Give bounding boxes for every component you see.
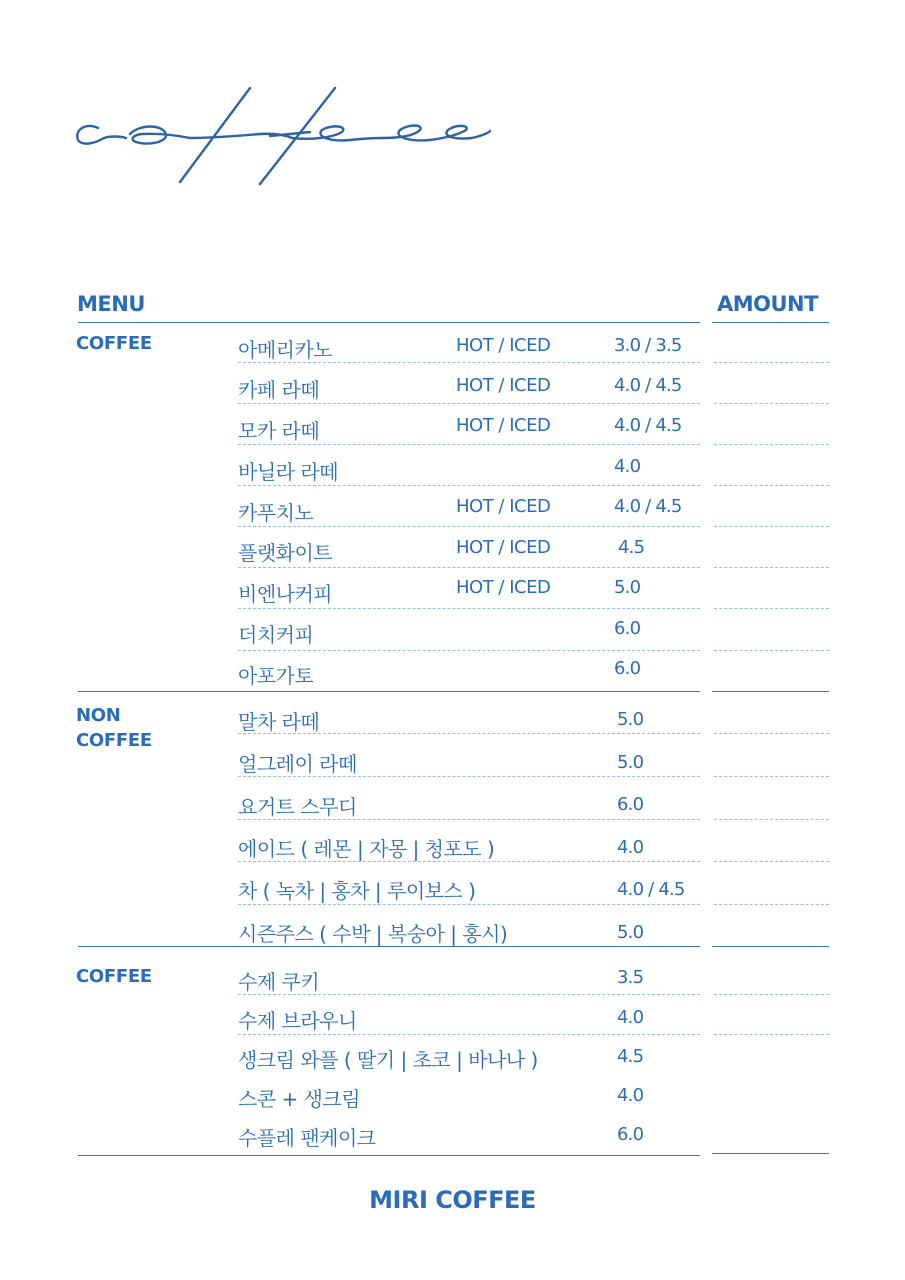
item-name: 생크림 와플 ( 딸기 | 초코 | 바나나 ) <box>238 1048 538 1072</box>
amount-section-rule <box>712 691 829 692</box>
item-price: 3.5 <box>617 967 644 988</box>
row-divider <box>238 776 700 777</box>
amount-section-rule <box>712 946 829 947</box>
coffee-script-logo-icon <box>70 80 500 195</box>
amount-divider <box>714 776 829 777</box>
row-divider <box>238 567 700 568</box>
item-price: 5.0 <box>617 709 644 730</box>
amount-divider <box>714 608 829 609</box>
amount-divider <box>714 994 829 995</box>
item-name: 모카 라떼 <box>238 419 320 443</box>
item-option: HOT / ICED <box>456 335 551 356</box>
item-price: 4.0 / 4.5 <box>614 496 682 517</box>
item-price: 4.5 <box>617 1046 644 1067</box>
item-name: 아포가토 <box>238 664 314 688</box>
row-divider <box>238 861 700 862</box>
item-name: 바닐라 라떼 <box>238 460 338 484</box>
row-divider <box>238 485 700 486</box>
amount-divider <box>714 567 829 568</box>
item-name: 요거트 스무디 <box>238 795 357 819</box>
item-name: 시즌주스 ( 수박 | 복숭아 | 홍시) <box>238 922 508 946</box>
item-price: 4.0 <box>614 456 641 477</box>
row-divider <box>238 362 700 363</box>
item-name: 비엔나커피 <box>238 582 333 606</box>
item-price: 5.0 <box>614 577 641 598</box>
item-option: HOT / ICED <box>456 415 551 436</box>
amount-header-rule <box>712 322 829 323</box>
amount-divider <box>714 526 829 527</box>
item-option: HOT / ICED <box>456 496 551 517</box>
row-divider <box>238 994 700 995</box>
header-rule <box>78 322 700 323</box>
row-divider <box>238 733 700 734</box>
item-price: 4.5 <box>618 537 645 558</box>
item-price: 5.0 <box>617 922 644 943</box>
item-name: 아메리카노 <box>238 338 333 362</box>
row-divider <box>238 526 700 527</box>
row-divider <box>238 904 700 905</box>
amount-divider <box>714 904 829 905</box>
row-divider <box>238 1034 700 1035</box>
item-price: 6.0 <box>617 1124 644 1145</box>
amount-divider <box>714 819 829 820</box>
section-label-coffee-2: COFFEE <box>76 730 152 751</box>
section-rule <box>78 946 700 947</box>
amount-divider <box>714 403 829 404</box>
item-name: 수제 브라우니 <box>238 1009 357 1033</box>
item-price: 5.0 <box>617 752 644 773</box>
row-divider <box>238 819 700 820</box>
item-name: 얼그레이 라떼 <box>238 752 357 776</box>
item-name: 수제 쿠키 <box>238 970 320 994</box>
item-price: 4.0 / 4.5 <box>614 415 682 436</box>
item-price: 3.0 / 3.5 <box>614 335 682 356</box>
section-label-non: NON <box>76 705 121 726</box>
amount-divider <box>714 650 829 651</box>
section-label-coffee: COFFEE <box>76 333 152 354</box>
item-name: 수플레 팬케이크 <box>238 1126 376 1150</box>
amount-divider <box>714 861 829 862</box>
item-name: 카페 라떼 <box>238 378 320 402</box>
row-divider <box>238 444 700 445</box>
item-price: 4.0 / 4.5 <box>617 879 685 900</box>
item-price: 6.0 <box>614 658 641 679</box>
footer-brand: MIRI COFFEE <box>369 1186 536 1214</box>
item-option: HOT / ICED <box>456 537 551 558</box>
menu-header: MENU <box>77 292 145 316</box>
item-name: 플랫화이트 <box>238 541 333 565</box>
amount-divider <box>714 733 829 734</box>
amount-divider <box>714 362 829 363</box>
item-name: 카푸치노 <box>238 501 314 525</box>
amount-divider <box>714 444 829 445</box>
item-price: 4.0 <box>617 1007 644 1028</box>
item-price: 4.0 / 4.5 <box>614 375 682 396</box>
item-price: 6.0 <box>614 618 641 639</box>
row-divider <box>238 608 700 609</box>
section-rule <box>78 691 700 692</box>
row-divider <box>238 650 700 651</box>
amount-divider <box>714 485 829 486</box>
row-divider <box>238 403 700 404</box>
item-option: HOT / ICED <box>456 577 551 598</box>
section-rule <box>78 1155 700 1156</box>
item-option: HOT / ICED <box>456 375 551 396</box>
item-price: 4.0 <box>617 837 644 858</box>
item-price: 6.0 <box>617 794 644 815</box>
amount-section-rule <box>712 1153 829 1154</box>
item-name: 말차 라떼 <box>238 710 320 734</box>
item-name: 더치커피 <box>238 623 314 647</box>
amount-divider <box>714 1034 829 1035</box>
item-name: 차 ( 녹차 | 홍차 | 루이보스 ) <box>238 879 476 903</box>
item-price: 4.0 <box>617 1085 644 1106</box>
item-name: 에이드 ( 레몬 | 자몽 | 청포도 ) <box>238 837 495 861</box>
item-name: 스콘 + 생크림 <box>238 1087 361 1111</box>
section-label-coffee-3: COFFEE <box>76 966 152 987</box>
amount-header: AMOUNT <box>717 292 818 316</box>
